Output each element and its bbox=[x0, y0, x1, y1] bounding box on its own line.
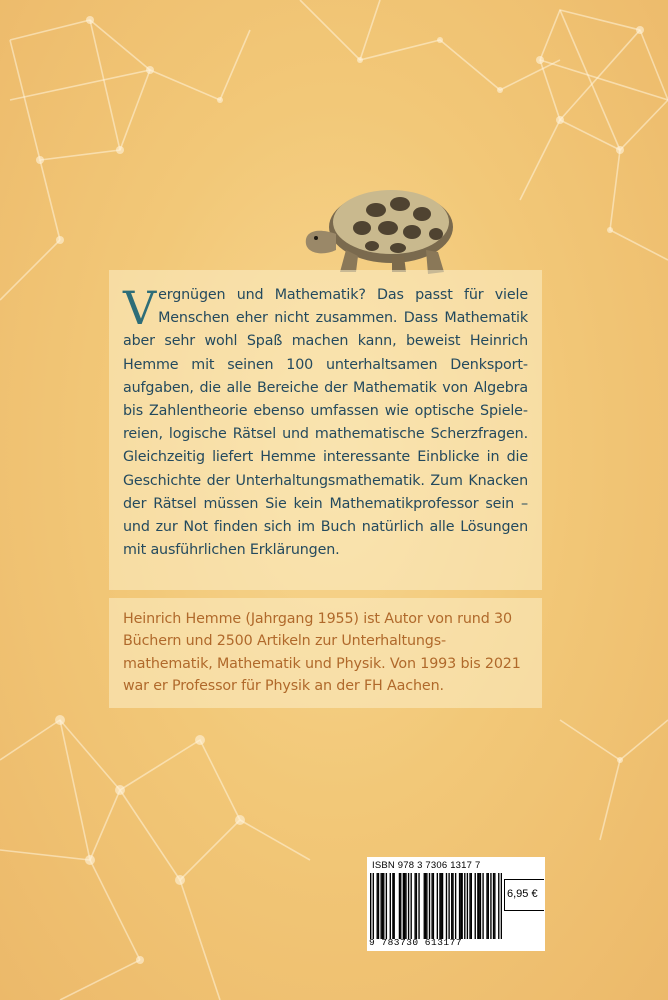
barcode-bar bbox=[482, 873, 483, 939]
barcode-bar bbox=[498, 873, 499, 939]
barcode-bar bbox=[394, 873, 395, 939]
barcode-bar bbox=[486, 873, 487, 939]
barcode-bar bbox=[488, 873, 489, 939]
barcode-bar bbox=[460, 873, 461, 939]
barcode-bar bbox=[480, 873, 481, 939]
barcode-bar bbox=[378, 873, 379, 939]
barcode-bar bbox=[475, 873, 476, 939]
barcode-bar bbox=[433, 873, 434, 939]
barcode-bar bbox=[469, 873, 470, 939]
barcode-bar bbox=[403, 873, 404, 939]
barcode-bar bbox=[405, 873, 406, 939]
barcode-bar bbox=[451, 873, 452, 939]
barcode-bar bbox=[464, 873, 465, 939]
blurb-panel bbox=[109, 270, 542, 590]
barcode-bar bbox=[390, 873, 391, 939]
barcode-bar bbox=[370, 873, 371, 939]
drop-cap: V bbox=[123, 281, 157, 335]
barcode-bar bbox=[448, 873, 449, 939]
barcode-bar bbox=[373, 873, 374, 939]
barcode-bar bbox=[452, 873, 453, 939]
barcode-bar bbox=[408, 873, 409, 939]
barcode-bar bbox=[382, 873, 383, 939]
barcode-bar bbox=[414, 873, 415, 939]
barcode-bar bbox=[439, 873, 440, 939]
barcode-bar bbox=[493, 873, 494, 939]
barcode-bar bbox=[431, 873, 432, 939]
barcode-bar bbox=[380, 873, 381, 939]
barcode-bar bbox=[411, 873, 412, 939]
barcode-bar bbox=[477, 873, 478, 939]
barcode-bar bbox=[400, 873, 401, 939]
barcode-bar bbox=[429, 873, 430, 939]
barcode-bar bbox=[383, 873, 384, 939]
price-label: 6,95 € bbox=[507, 888, 538, 900]
blurb-text bbox=[123, 281, 528, 562]
barcode-bar bbox=[501, 873, 502, 939]
turtle-illustration bbox=[296, 172, 456, 282]
author-bio: Heinrich Hemme (Jahrgang 1955) ist Autor von rund 30 Büchern und 2500 Artikeln zur Unterhaltungsmathematik, Mathematik und Physik. Von 1993 bis 2021 war er Professor für Physik an der FH Aachen. bbox=[123, 611, 521, 695]
barcode-bar bbox=[425, 873, 426, 939]
barcode-bar bbox=[471, 873, 472, 939]
barcode-bar bbox=[399, 873, 400, 939]
barcode-bar bbox=[441, 873, 442, 939]
barcode-bar bbox=[494, 873, 495, 939]
barcode-digits: 9 783730 613177 bbox=[369, 937, 463, 948]
blurb-body: ergnügen und Mathematik? Das passt für viele Menschen eher nicht zusammen. Dass Mathematik aber sehr wohl Spaß machen kann, beweist Heinrich Hemme mit seinen 100 unterhaltsamen Denksportaufgaben, die alle Bereiche der Mathematik von Algebra bis Zahlentheorie ebenso umfassen wie optische Spielereien, logische Rätsel und mathematische Scherzfragen. Gleichzeitig liefert Hemme interessante Einblicke in die Geschichte der Unterhaltungsmathematik. Zum Knacken der Rätsel müssen Sie kein Mathematikprofessor sein – und zur Not finden sich im Buch natürlich alle Lösungen mit ausführlichen Erklärungen. bbox=[123, 287, 528, 559]
barcode-bar bbox=[446, 873, 447, 939]
barcode-bar bbox=[437, 873, 438, 939]
barcode-bar bbox=[386, 873, 387, 939]
author-panel bbox=[109, 598, 542, 708]
isbn-label: ISBN 978 3 7306 1317 7 bbox=[372, 860, 481, 871]
barcode-bar bbox=[392, 873, 393, 939]
barcode-bar bbox=[459, 873, 460, 939]
barcode-bar bbox=[418, 873, 419, 939]
barcode-bars bbox=[370, 873, 502, 939]
barcode-bar bbox=[455, 873, 456, 939]
barcode-bar bbox=[424, 873, 425, 939]
barcode-bar bbox=[377, 873, 378, 939]
barcode-bar bbox=[461, 873, 462, 939]
barcode-bar bbox=[490, 873, 491, 939]
barcode-bar bbox=[404, 873, 405, 939]
barcode-bar bbox=[478, 873, 479, 939]
barcode-bar bbox=[442, 873, 443, 939]
barcode-bar bbox=[467, 873, 468, 939]
barcode-bar bbox=[416, 873, 417, 939]
barcode-bar bbox=[426, 873, 427, 939]
price-box bbox=[504, 879, 544, 911]
